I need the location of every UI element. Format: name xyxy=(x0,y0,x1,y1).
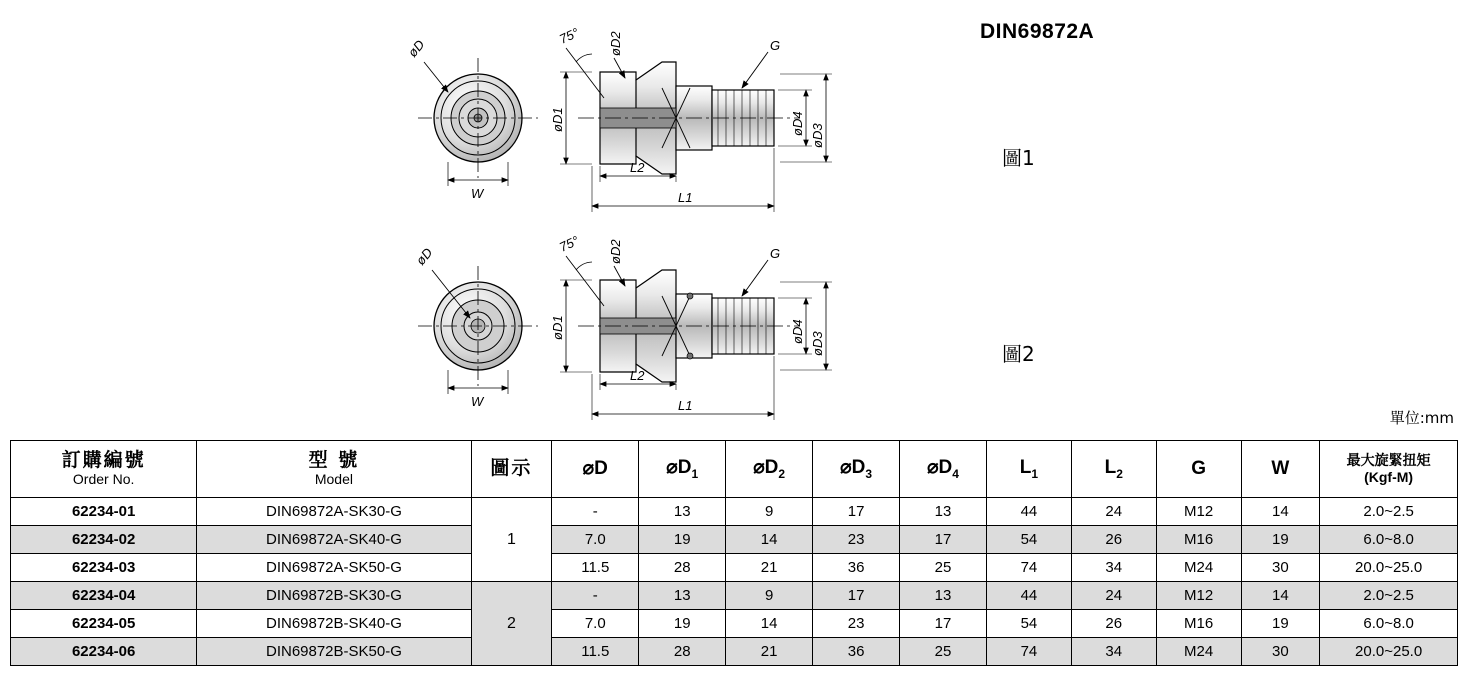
cell-order-no: 62234-02 xyxy=(11,526,197,554)
label-L2-fig2: L2 xyxy=(630,368,645,383)
cell-l2: 34 xyxy=(1071,554,1156,582)
cell-torque: 2.0~2.5 xyxy=(1320,582,1458,610)
header-order-no xyxy=(11,441,197,498)
cell-d2: 14 xyxy=(726,526,813,554)
label-oD-fig2: øD xyxy=(412,245,436,268)
cell-model: DIN69872A-SK50-G xyxy=(197,554,471,582)
cell-d: 7.0 xyxy=(552,610,639,638)
label-oD2-fig1: øD2 xyxy=(608,31,623,56)
header-l1-text: $L_1$ xyxy=(1019,456,1039,481)
cell-g: M24 xyxy=(1156,638,1241,666)
header-diameter-d1 xyxy=(639,441,726,498)
table-row[interactable] xyxy=(11,610,1458,638)
header-diameter-d2 xyxy=(726,441,813,498)
cell-d2: 21 xyxy=(726,554,813,582)
cell-d4: 25 xyxy=(900,638,987,666)
table-header-row xyxy=(11,441,1458,498)
figure-2-caption: 圖2 xyxy=(1002,342,1035,366)
table-row[interactable] xyxy=(11,526,1458,554)
dia-symbol-d3: ⌀ xyxy=(840,456,852,478)
cell-d1: 28 xyxy=(639,638,726,666)
cell-d2: 9 xyxy=(726,498,813,526)
specification-table xyxy=(10,440,1458,666)
cell-d1: 28 xyxy=(639,554,726,582)
header-diameter-d4 xyxy=(900,441,987,498)
cell-l1: 44 xyxy=(986,582,1071,610)
header-diameter-d xyxy=(552,441,639,498)
cell-order-no: 62234-01 xyxy=(11,498,197,526)
cell-l1: 74 xyxy=(986,554,1071,582)
cell-d4: 25 xyxy=(900,554,987,582)
figure-1-drawing xyxy=(405,25,832,212)
cell-order-no: 62234-03 xyxy=(11,554,197,582)
cell-w: 19 xyxy=(1241,610,1320,638)
cell-d3: 23 xyxy=(813,610,900,638)
fig1-end-view xyxy=(405,37,538,201)
header-d3-text: $D_3$ xyxy=(851,456,873,481)
cell-l2: 26 xyxy=(1071,610,1156,638)
cell-g: M16 xyxy=(1156,610,1241,638)
dia-symbol-d4: ⌀ xyxy=(927,456,939,478)
cell-l1: 54 xyxy=(986,610,1071,638)
cell-figure-group-1: 1 xyxy=(471,498,552,582)
cell-torque: 6.0~8.0 xyxy=(1320,526,1458,554)
header-order-no-cn: 訂購編號 xyxy=(61,448,146,471)
cell-order-no: 62234-05 xyxy=(11,610,197,638)
label-oD-fig1: øD xyxy=(404,37,428,60)
cell-d: - xyxy=(552,498,639,526)
cell-w: 14 xyxy=(1241,582,1320,610)
table-row[interactable] xyxy=(11,498,1458,526)
label-oD4-fig1: øD4 xyxy=(790,111,805,136)
cell-order-no: 62234-04 xyxy=(11,582,197,610)
cell-g: M12 xyxy=(1156,582,1241,610)
cell-model: DIN69872B-SK30-G xyxy=(197,582,471,610)
cell-d: 7.0 xyxy=(552,526,639,554)
header-order-no-en: Order No. xyxy=(72,470,135,487)
cell-d2: 14 xyxy=(726,610,813,638)
header-thread-g xyxy=(1156,441,1241,498)
unit-note: 單位:mm xyxy=(1389,409,1454,427)
cell-l1: 54 xyxy=(986,526,1071,554)
label-oD4-fig2: øD4 xyxy=(790,319,805,344)
header-figure-cn: 圖示 xyxy=(490,457,533,480)
cell-d3: 17 xyxy=(813,498,900,526)
cell-l2: 34 xyxy=(1071,638,1156,666)
table-row[interactable] xyxy=(11,582,1458,610)
label-W-fig2: W xyxy=(471,394,484,409)
cell-d1: 19 xyxy=(639,610,726,638)
cell-d4: 17 xyxy=(900,526,987,554)
fig2-end-view xyxy=(413,245,538,409)
cell-order-no: 62234-06 xyxy=(11,638,197,666)
fig1-side-view xyxy=(550,25,832,212)
label-angle-fig1: 75° xyxy=(556,24,582,47)
cell-d: 11.5 xyxy=(552,554,639,582)
header-length-l2 xyxy=(1071,441,1156,498)
table-row[interactable] xyxy=(11,554,1458,582)
label-oD2-fig2: øD2 xyxy=(608,239,623,264)
table-row[interactable] xyxy=(11,638,1458,666)
cell-torque: 6.0~8.0 xyxy=(1320,610,1458,638)
header-torque xyxy=(1320,441,1458,498)
table-body xyxy=(11,498,1458,666)
label-L1-fig1: L1 xyxy=(678,190,693,205)
header-model xyxy=(197,441,471,498)
header-d-text: D xyxy=(594,457,608,479)
cell-d1: 19 xyxy=(639,526,726,554)
cell-l2: 24 xyxy=(1071,498,1156,526)
label-L2-fig1: L2 xyxy=(630,160,645,175)
label-oD3-fig1: øD3 xyxy=(810,123,825,148)
header-model-en: Model xyxy=(314,470,353,487)
cell-l1: 44 xyxy=(986,498,1071,526)
figure-2-drawing xyxy=(413,233,832,420)
header-model-cn: 型 號 xyxy=(308,448,360,471)
cell-model: DIN69872A-SK30-G xyxy=(197,498,471,526)
cell-g: M12 xyxy=(1156,498,1241,526)
label-angle-fig2: 75° xyxy=(556,232,582,255)
label-L1-fig2: L1 xyxy=(678,398,693,413)
header-diameter-d3 xyxy=(813,441,900,498)
cell-w: 30 xyxy=(1241,638,1320,666)
cell-g: M16 xyxy=(1156,526,1241,554)
cell-l1: 74 xyxy=(986,638,1071,666)
cell-d3: 36 xyxy=(813,638,900,666)
label-oD1-fig2: øD1 xyxy=(550,315,565,340)
label-oD1-fig1: øD1 xyxy=(550,107,565,132)
header-w-text: W xyxy=(1271,457,1290,479)
header-g-text: G xyxy=(1191,457,1207,479)
cell-figure-group-2: 2 xyxy=(471,582,552,666)
cell-d3: 17 xyxy=(813,582,900,610)
header-l2-text: $L_2$ xyxy=(1104,456,1123,481)
cell-d1: 13 xyxy=(639,582,726,610)
label-oD3-fig2: øD3 xyxy=(810,331,825,356)
cell-d2: 9 xyxy=(726,582,813,610)
cell-d3: 36 xyxy=(813,554,900,582)
figure-1-caption: 圖1 xyxy=(1002,146,1035,170)
fig2-side-view xyxy=(550,233,832,420)
header-torque-en: (Kgf-M) xyxy=(1364,469,1414,485)
page-title: DIN69872A xyxy=(980,20,1095,43)
cell-torque: 20.0~25.0 xyxy=(1320,554,1458,582)
cell-g: M24 xyxy=(1156,554,1241,582)
dia-symbol-d2: ⌀ xyxy=(753,456,765,478)
cell-d4: 17 xyxy=(900,610,987,638)
cell-l2: 24 xyxy=(1071,582,1156,610)
header-torque-cn: 最大旋緊扭矩 xyxy=(1346,452,1431,469)
cell-d3: 23 xyxy=(813,526,900,554)
cell-d2: 21 xyxy=(726,638,813,666)
cell-model: DIN69872B-SK50-G xyxy=(197,638,471,666)
cell-model: DIN69872A-SK40-G xyxy=(197,526,471,554)
dia-symbol-d: ⌀ xyxy=(582,457,595,479)
cell-l2: 26 xyxy=(1071,526,1156,554)
cell-torque: 2.0~2.5 xyxy=(1320,498,1458,526)
technical-drawing xyxy=(0,0,980,430)
cell-d: 11.5 xyxy=(552,638,639,666)
cell-w: 30 xyxy=(1241,554,1320,582)
header-figure xyxy=(471,441,552,498)
label-G-fig2: G xyxy=(770,246,781,261)
label-G-fig1: G xyxy=(770,38,781,53)
cell-d: - xyxy=(552,582,639,610)
header-length-l1 xyxy=(986,441,1071,498)
dia-symbol-d1: ⌀ xyxy=(666,456,678,478)
cell-d4: 13 xyxy=(900,582,987,610)
cell-torque: 20.0~25.0 xyxy=(1320,638,1458,666)
header-d4-text: $D_4$ xyxy=(938,456,959,481)
header-d2-text: $D_2$ xyxy=(764,456,786,481)
label-W-fig1: W xyxy=(471,186,484,201)
cell-w: 19 xyxy=(1241,526,1320,554)
header-d1-text: $D_1$ xyxy=(677,456,699,481)
cell-w: 14 xyxy=(1241,498,1320,526)
cell-d4: 13 xyxy=(900,498,987,526)
header-width-w xyxy=(1241,441,1320,498)
cell-model: DIN69872B-SK40-G xyxy=(197,610,471,638)
cell-d1: 13 xyxy=(639,498,726,526)
